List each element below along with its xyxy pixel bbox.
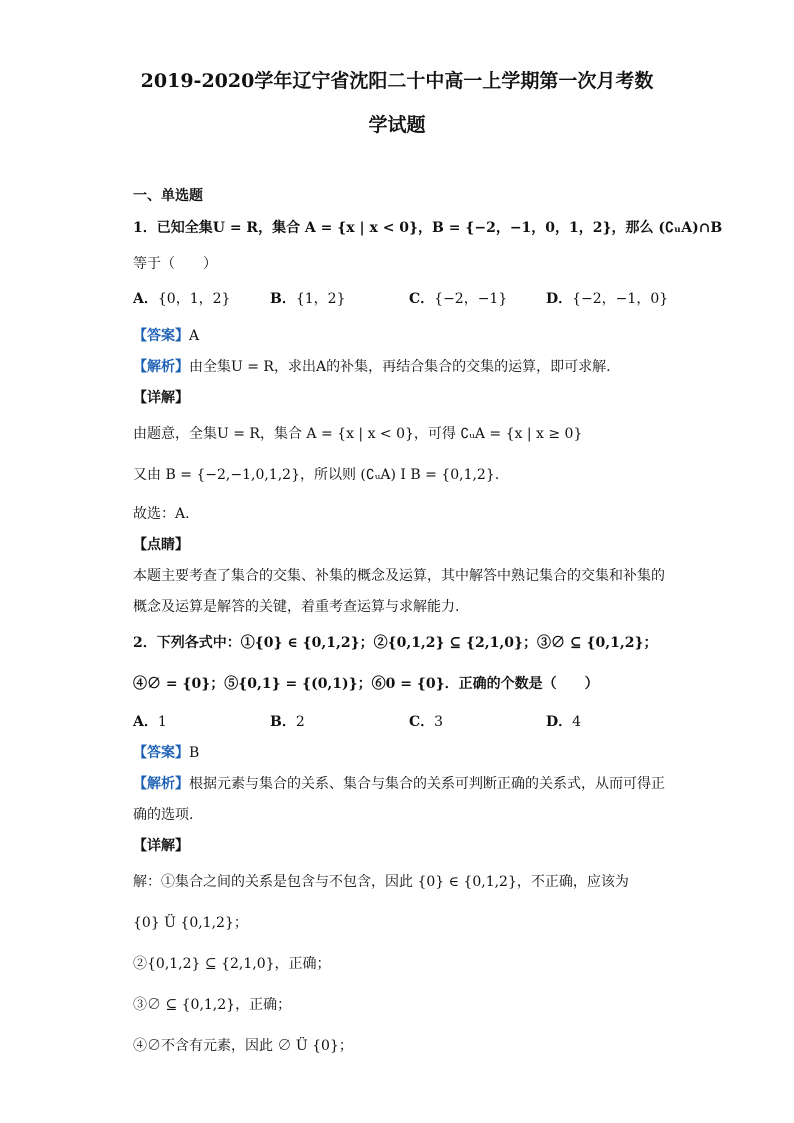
q2-option-a-label: A． [133,714,158,730]
q1-comment-line-1: 本题主要考查了集合的交集、补集的概念及运算，其中解答中熟记集合的交集和补集的 [133,568,665,584]
q2-option-d-label: D． [546,714,573,730]
q1-option-a-label: A． [133,291,158,307]
document-title-line-2: 学试题 [368,114,426,136]
q2-detail-line-5: ④∅不含有元素，因此 ∅ Ü {0}； [133,1038,353,1054]
q1-option-d [546,289,668,309]
q1-comment-tag: 【点睛】 [133,537,189,553]
q2-option-b-label: B． [270,714,296,730]
q1-option-b [270,289,345,309]
q2-detail-tag: 【详解】 [133,838,189,854]
q1-option-d-text: {−2，−1，0} [572,291,669,307]
q2-detail-line-4: ③∅ ⊆ {0,1,2}，正确； [133,997,292,1013]
q1-stem-line-2: 等于（ ） [133,256,217,272]
section-heading: 一、单选题 [133,188,203,204]
q2-analysis-line-1 [133,774,665,794]
q1-detail-tag: 【详解】 [133,390,189,406]
q2-answer-tag: 【答案】 [133,745,189,761]
q1-analysis-tag: 【解析】 [133,359,189,375]
q2-option-c-text: 3 [434,714,444,730]
q1-detail-line-3: 故选：A. [133,506,190,522]
q2-stem-line-1: 2．下列各式中：①{0} ∈ {0,1,2}；②{0,1,2} ⊆ {2,1,0}；③∅ ⊆ {0,1,2}； [133,635,658,651]
q2-option-d-text: 4 [572,714,582,730]
q1-answer-tag: 【答案】 [133,328,189,344]
document-title-line-1: 2019-2020学年辽宁省沈阳二十中高一上学期第一次月考数 [140,70,654,92]
q2-option-c-label: C． [409,714,435,730]
q1-comment-line-2: 概念及运算是解答的关键，着重考查运算与求解能力. [133,599,460,615]
q2-detail-line-3: ②{0,1,2} ⊆ {2,1,0}，正确； [133,956,331,972]
q2-stem-line-2: ④∅ = {0}；⑤{0,1} = {(0,1)}；⑥0 = {0}．正确的个数是（ ） [133,676,599,692]
q1-detail-line-2: 又由 B = {−2,−1,0,1,2}，所以则 (∁ᵤA) I B = {0,1,2}. [133,467,500,483]
q2-option-a [133,712,167,732]
q1-option-c-text: {−2，−1} [434,291,508,307]
q2-option-c [409,712,443,732]
q1-option-a-text: {0，1，2} [157,291,231,307]
q2-option-a-text: 1 [157,714,167,730]
q2-detail-line-1: 解：①集合之间的关系是包含与不包含，因此 {0} ∈ {0,1,2}，不正确，应该为 [133,874,629,890]
q2-analysis-line-2: 确的选项. [133,807,194,823]
q1-option-b-label: B． [270,291,296,307]
q2-analysis-tag: 【解析】 [133,776,189,792]
q2-option-b [270,712,305,732]
q1-detail-line-1: 由题意，全集U = R，集合 A = {x | x < 0}，可得 ∁ᵤA = {x | x ≥ 0} [133,426,583,442]
q2-answer-value: B [189,745,200,761]
q1-option-a [133,289,230,309]
q1-stem-line-1: 1．已知全集U = R，集合 A = {x | x < 0}，B = {−2，−1，0，1，2}，那么 (∁ᵤA)∩B [133,220,723,236]
q1-option-c-label: C． [409,291,435,307]
q2-option-b-text: 2 [295,714,305,730]
q2-analysis-text: 根据元素与集合的关系、集合与集合的关系可判断正确的关系式，从而可得正 [189,776,665,792]
q1-option-d-label: D． [546,291,573,307]
q1-answer [133,326,199,346]
q1-option-c [409,289,507,309]
q1-answer-value: A [189,328,200,344]
q2-answer [133,743,199,763]
q2-option-d [546,712,581,732]
q1-analysis [133,357,611,377]
q2-detail-line-2: {0} Ü {0,1,2}； [133,915,248,931]
q1-option-b-text: {1，2} [295,291,346,307]
q1-analysis-text: 由全集U = R，求出A的补集，再结合集合的交集的运算，即可求解. [189,359,611,375]
